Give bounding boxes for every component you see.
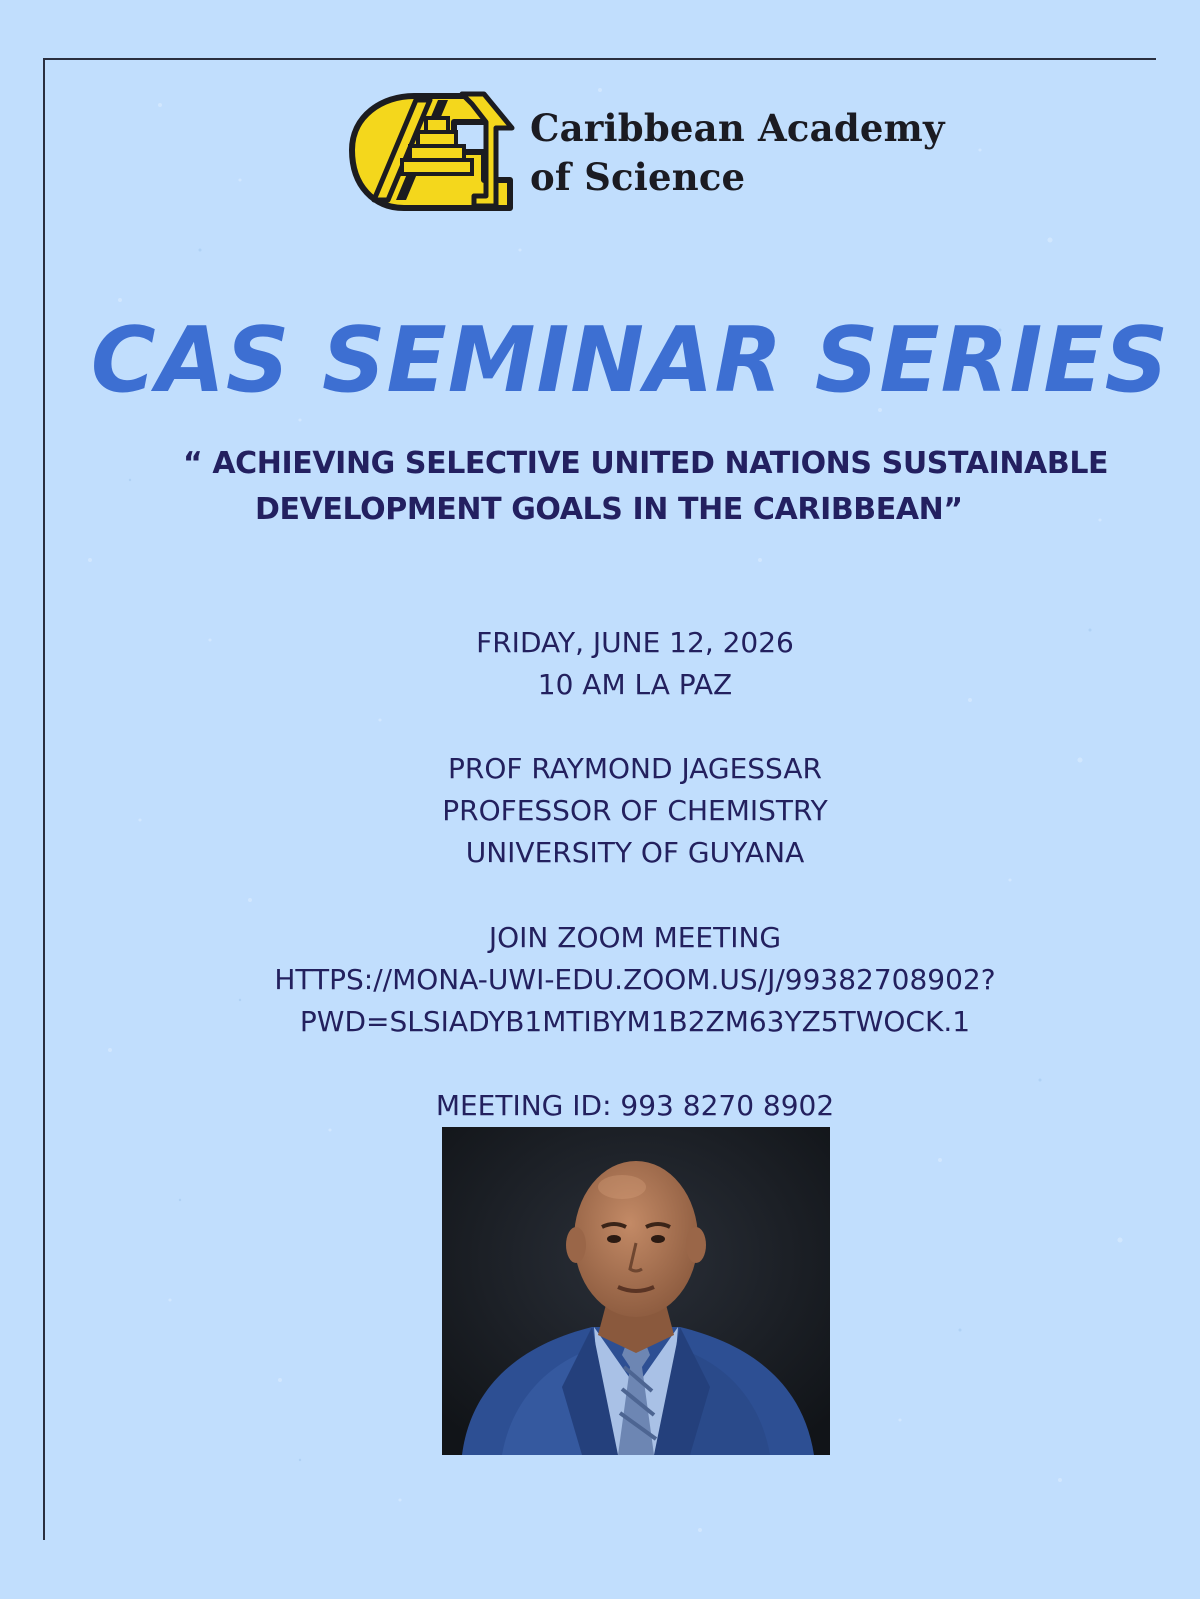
zoom-link-line-2[interactable]: PWD=SLSIADYB1MTIBYM1B2ZM63YZ5TWOCK.1 xyxy=(299,1005,971,1038)
event-date: FRIDAY, JUNE 12, 2026 xyxy=(476,626,794,659)
caribbean-academy-of-science-logo-icon xyxy=(334,88,520,216)
speaker-name: PROF RAYMOND JAGESSAR xyxy=(448,752,822,785)
frame-top-line xyxy=(44,58,1156,60)
organization-name-line-1: Caribbean Academy xyxy=(530,106,945,150)
seminar-series-title: CAS SEMINAR SERIES xyxy=(90,308,1170,413)
seminar-topic-line-1: “ ACHIEVING SELECTIVE UNITED NATIONS SUSTAINABLE xyxy=(183,446,1109,481)
organization-name-line-2: of Science xyxy=(530,155,746,199)
seminar-topic-line-2: DEVELOPMENT GOALS IN THE CARIBBEAN” xyxy=(255,492,963,527)
zoom-heading: JOIN ZOOM MEETING xyxy=(488,921,782,954)
meeting-id: MEETING ID: 993 8270 8902 xyxy=(435,1089,835,1122)
event-time: 10 AM LA PAZ xyxy=(537,668,733,701)
speaker-portrait-photo xyxy=(442,1127,830,1455)
zoom-link-line-1[interactable]: HTTPS://MONA-UWI-EDU.ZOOM.US/J/99382708902? xyxy=(274,963,996,996)
speaker-institution: UNIVERSITY OF GUYANA xyxy=(465,836,805,869)
organization-name xyxy=(530,104,945,202)
speaker-role: PROFESSOR OF CHEMISTRY xyxy=(442,794,828,827)
speaker-portrait-illustration xyxy=(442,1127,830,1455)
